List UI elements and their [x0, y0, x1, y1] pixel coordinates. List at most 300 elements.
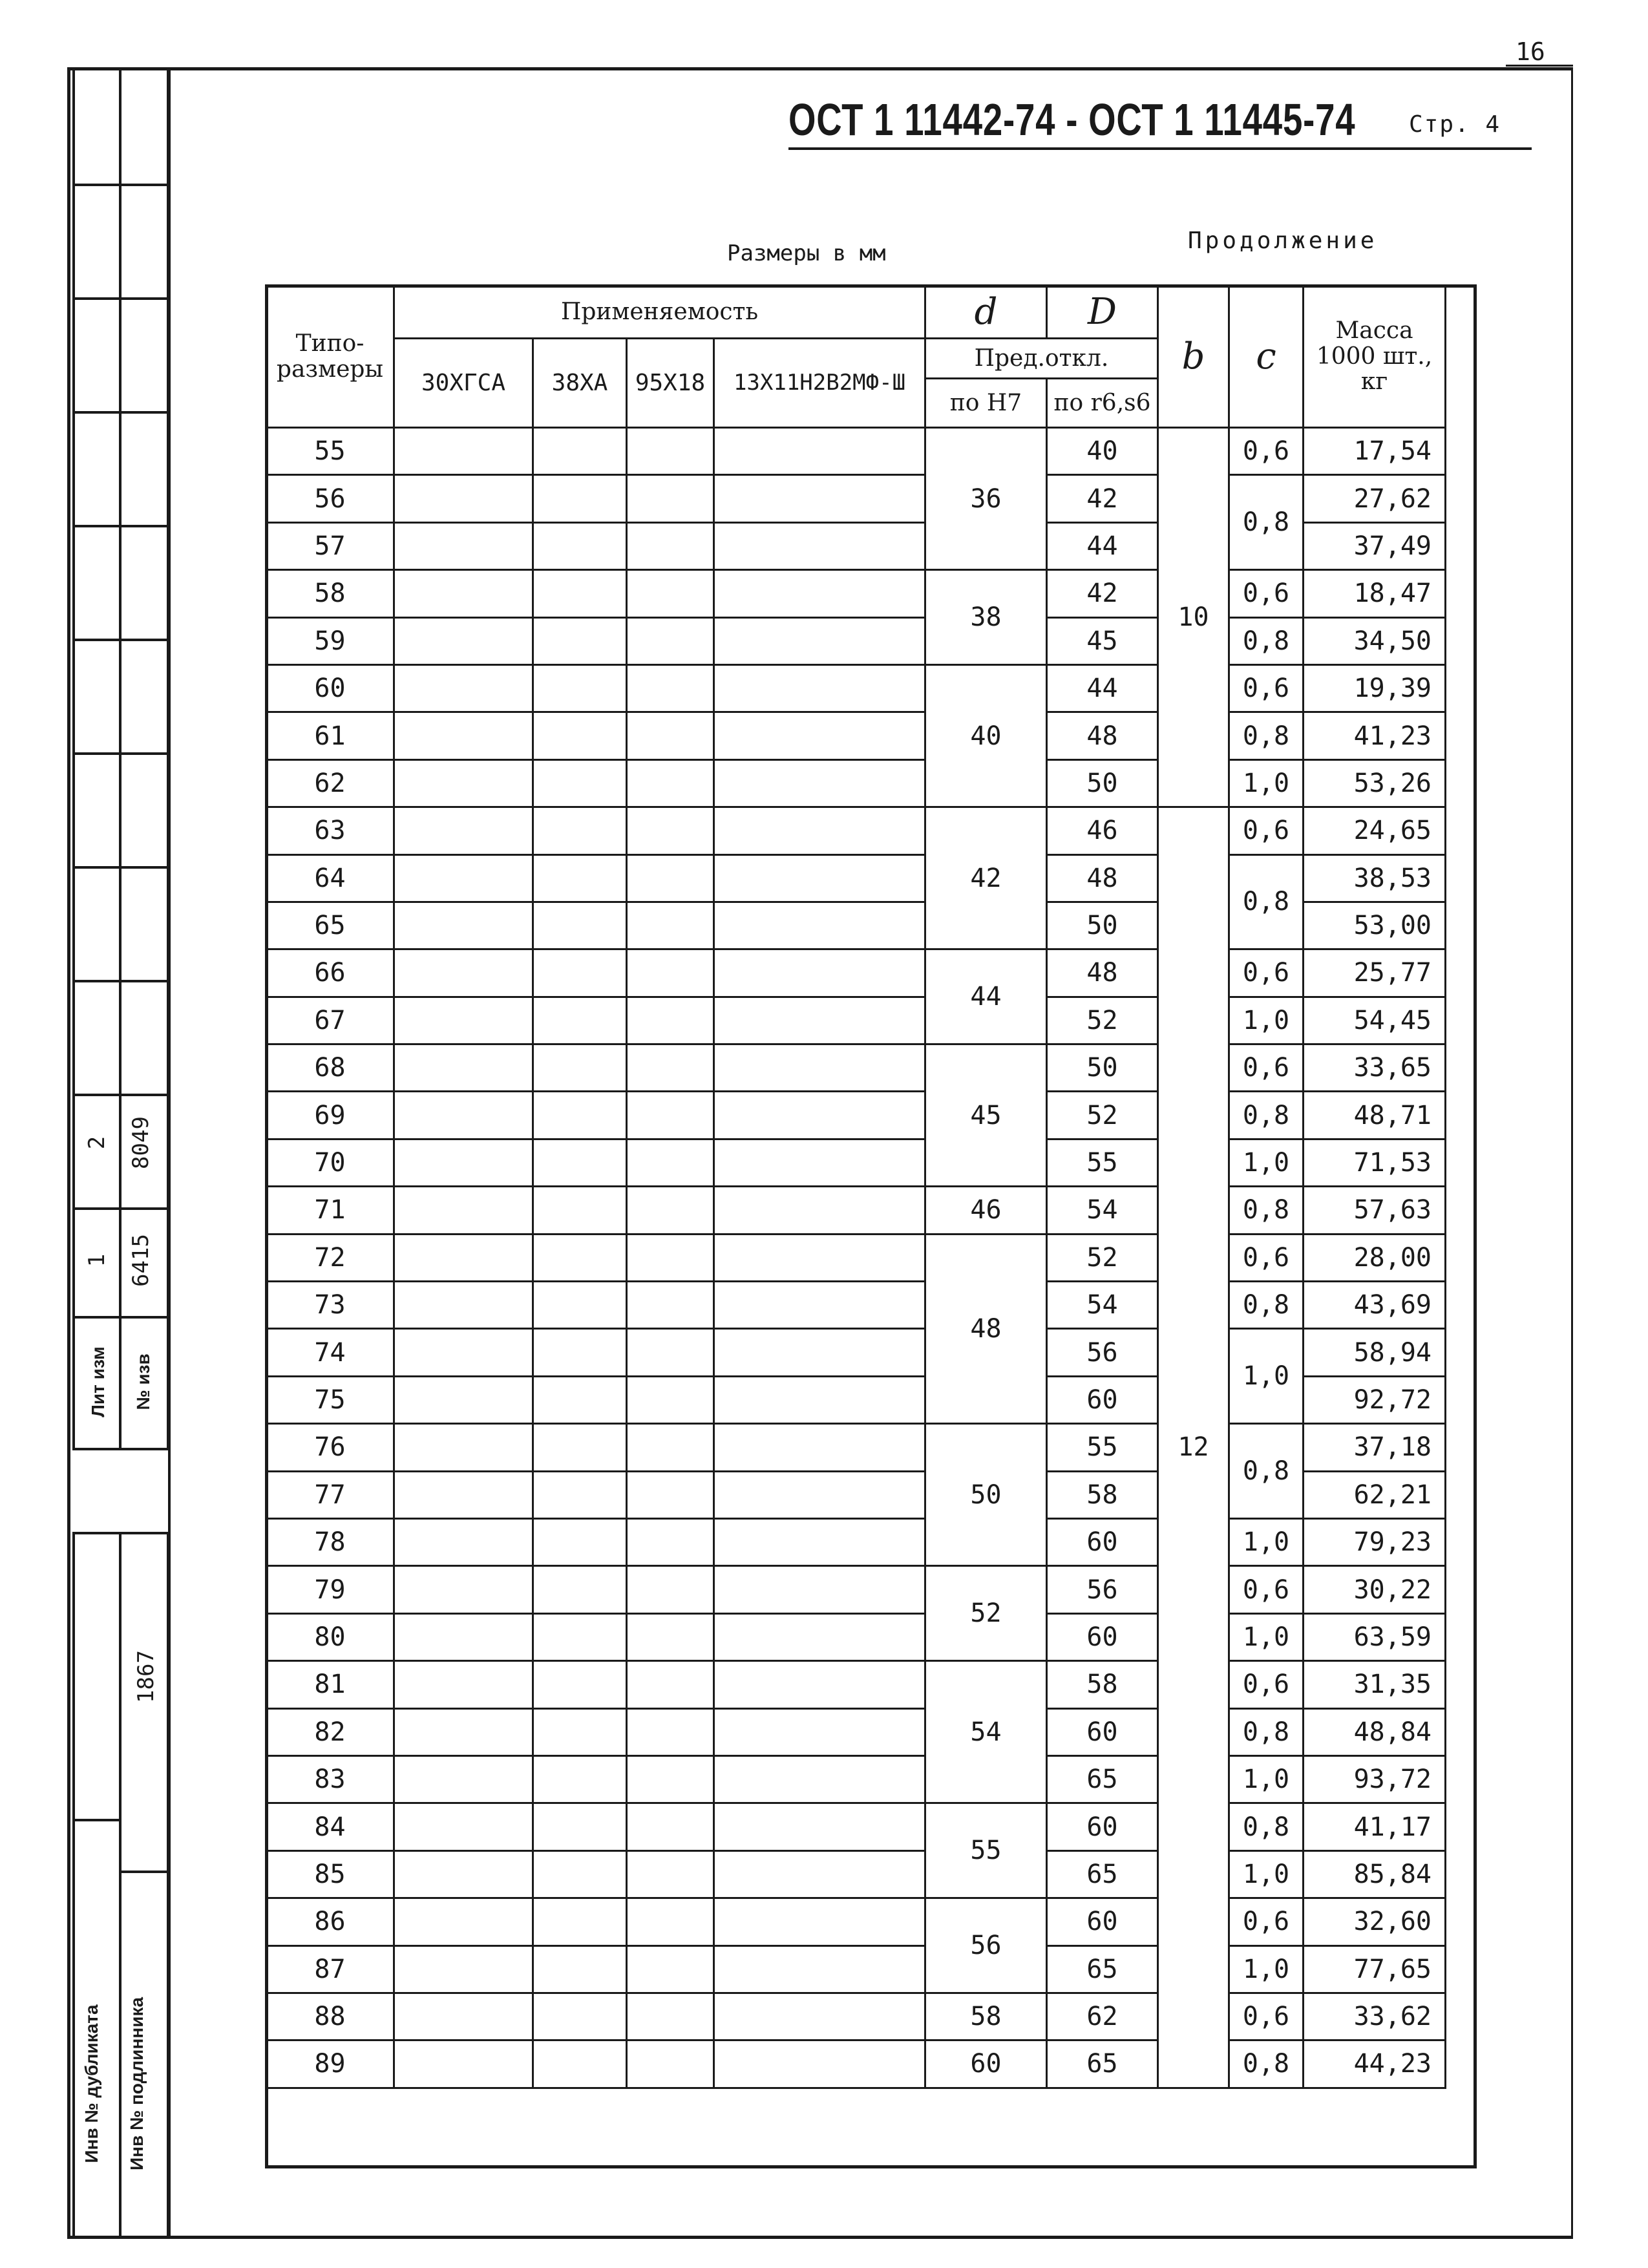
mass-cell: 77,65 — [1304, 1945, 1446, 1993]
applicability-cell — [714, 1187, 925, 1234]
mass-cell: 28,00 — [1304, 1234, 1446, 1281]
applicability-cell — [394, 1566, 533, 1613]
header-d: d — [925, 286, 1047, 339]
mass-cell: 41,23 — [1304, 712, 1446, 759]
inventory-original-label: Инв № подлинника — [127, 1997, 147, 2171]
applicability-cell — [627, 854, 714, 902]
c-cell: 0,6 — [1229, 1234, 1304, 1281]
D-cell: 40 — [1047, 428, 1158, 475]
applicability-cell — [533, 949, 627, 997]
D-cell: 48 — [1047, 854, 1158, 902]
applicability-cell — [627, 1613, 714, 1660]
mass-cell: 44,23 — [1304, 2040, 1446, 2088]
applicability-cell — [394, 664, 533, 712]
size-type-cell: 74 — [266, 1329, 394, 1376]
stamp-divider — [75, 411, 167, 414]
applicability-cell — [627, 902, 714, 949]
applicability-cell — [714, 1518, 925, 1565]
table-row — [266, 1518, 1446, 1565]
mass-cell: 57,63 — [1304, 1187, 1446, 1234]
lit-izm-label: Лит изм — [88, 1346, 108, 1417]
header-applicability: Применяемость — [394, 286, 925, 339]
applicability-cell — [394, 1471, 533, 1518]
D-cell: 48 — [1047, 712, 1158, 759]
continued-caption: Продолжение — [1188, 228, 1378, 254]
D-cell: 52 — [1047, 1234, 1158, 1281]
mass-cell: 27,62 — [1304, 475, 1446, 522]
table-row — [266, 1993, 1446, 2040]
size-type-cell: 57 — [266, 522, 394, 569]
table-row — [266, 664, 1446, 712]
c-cell: 0,8 — [1229, 1187, 1304, 1234]
c-cell: 0,8 — [1229, 1803, 1304, 1850]
applicability-cell — [714, 1661, 925, 1708]
applicability-cell — [394, 807, 533, 854]
applicability-cell — [533, 854, 627, 902]
mass-cell: 37,49 — [1304, 522, 1446, 569]
header-material-1: 30ХГСА — [394, 339, 533, 428]
c-cell: 0,8 — [1229, 1092, 1304, 1139]
d-cell: 56 — [925, 1898, 1047, 1993]
header-tolerance: Пред.откл. — [925, 339, 1158, 379]
table-row — [266, 1613, 1446, 1660]
stamp-divider — [75, 980, 167, 982]
mass-cell: 17,54 — [1304, 428, 1446, 475]
applicability-cell — [714, 1424, 925, 1471]
applicability-cell — [533, 1424, 627, 1471]
table-row — [266, 1139, 1446, 1186]
mass-cell: 62,21 — [1304, 1471, 1446, 1518]
applicability-cell — [394, 475, 533, 522]
applicability-cell — [627, 1139, 714, 1186]
table-row — [266, 1187, 1446, 1234]
c-cell: 1,0 — [1229, 1755, 1304, 1803]
applicability-cell — [627, 1850, 714, 1898]
stamp-divider — [75, 866, 167, 869]
c-cell: 0,8 — [1229, 854, 1304, 949]
D-cell: 46 — [1047, 807, 1158, 854]
header-mass: Масса 1000 шт., кг — [1304, 286, 1446, 428]
revision-stamp — [72, 67, 169, 1450]
c-cell: 0,6 — [1229, 949, 1304, 997]
size-type-cell: 63 — [266, 807, 394, 854]
table-row — [266, 1424, 1446, 1471]
D-cell: 58 — [1047, 1471, 1158, 1518]
size-type-cell: 59 — [266, 617, 394, 664]
applicability-cell — [627, 1803, 714, 1850]
applicability-cell — [394, 1850, 533, 1898]
revision-1-document: 6415 — [128, 1234, 154, 1287]
applicability-cell — [533, 902, 627, 949]
applicability-cell — [533, 428, 627, 475]
c-cell: 0,6 — [1229, 807, 1304, 854]
size-type-cell: 80 — [266, 1613, 394, 1660]
applicability-cell — [627, 1044, 714, 1092]
revision-2-number: 2 — [84, 1136, 110, 1150]
D-cell: 44 — [1047, 522, 1158, 569]
mass-cell: 43,69 — [1304, 1282, 1446, 1329]
page-number: 16 — [1516, 37, 1545, 66]
table-row — [266, 2040, 1446, 2088]
stamp-divider — [75, 297, 167, 300]
D-cell: 44 — [1047, 664, 1158, 712]
d-cell: 38 — [925, 570, 1047, 665]
mass-cell: 85,84 — [1304, 1850, 1446, 1898]
applicability-cell — [714, 570, 925, 617]
applicability-cell — [714, 1566, 925, 1613]
table-header — [266, 286, 1446, 428]
mass-cell: 33,65 — [1304, 1044, 1446, 1092]
applicability-cell — [627, 1945, 714, 1993]
applicability-cell — [394, 1044, 533, 1092]
applicability-cell — [627, 1993, 714, 2040]
applicability-cell — [714, 997, 925, 1044]
mass-cell: 24,65 — [1304, 807, 1446, 854]
applicability-cell — [394, 1092, 533, 1139]
applicability-cell — [714, 1092, 925, 1139]
D-cell: 65 — [1047, 2040, 1158, 2088]
applicability-cell — [533, 1566, 627, 1613]
mass-cell: 79,23 — [1304, 1518, 1446, 1565]
applicability-cell — [394, 1661, 533, 1708]
size-type-cell: 67 — [266, 997, 394, 1044]
table-row — [266, 1044, 1446, 1092]
applicability-cell — [394, 1993, 533, 2040]
d-cell: 40 — [925, 664, 1047, 807]
D-cell: 55 — [1047, 1424, 1158, 1471]
inventory-duplicate-label: Инв № дубликата — [81, 2004, 101, 2163]
size-type-cell: 79 — [266, 1566, 394, 1613]
stamp-divider — [75, 1316, 167, 1319]
revision-1-number: 1 — [84, 1253, 110, 1267]
size-type-cell: 84 — [266, 1803, 394, 1850]
size-type-cell: 58 — [266, 570, 394, 617]
size-type-cell: 72 — [266, 1234, 394, 1281]
table-body — [266, 428, 1446, 2088]
applicability-cell — [394, 1424, 533, 1471]
b-cell: 12 — [1158, 807, 1229, 2088]
applicability-cell — [394, 1329, 533, 1376]
c-cell: 0,8 — [1229, 617, 1304, 664]
applicability-cell — [714, 759, 925, 807]
mass-cell: 19,39 — [1304, 664, 1446, 712]
D-cell: 48 — [1047, 949, 1158, 997]
applicability-cell — [627, 1376, 714, 1423]
header-b: b — [1158, 286, 1229, 428]
applicability-cell — [714, 428, 925, 475]
c-cell: 0,6 — [1229, 664, 1304, 712]
applicability-cell — [714, 2040, 925, 2088]
applicability-cell — [627, 1566, 714, 1613]
mass-cell: 63,59 — [1304, 1613, 1446, 1660]
mass-cell: 93,72 — [1304, 1755, 1446, 1803]
d-cell: 58 — [925, 1993, 1047, 2040]
table-row — [266, 617, 1446, 664]
table-row — [266, 1850, 1446, 1898]
applicability-cell — [394, 1945, 533, 1993]
table-row — [266, 1898, 1446, 1945]
size-type-cell: 86 — [266, 1898, 394, 1945]
mass-cell: 48,71 — [1304, 1092, 1446, 1139]
applicability-cell — [627, 997, 714, 1044]
applicability-cell — [714, 807, 925, 854]
mass-cell: 18,47 — [1304, 570, 1446, 617]
d-cell: 46 — [925, 1187, 1047, 1234]
c-cell: 0,8 — [1229, 475, 1304, 570]
applicability-cell — [533, 759, 627, 807]
d-cell: 44 — [925, 949, 1047, 1044]
applicability-cell — [533, 522, 627, 569]
applicability-cell — [627, 1471, 714, 1518]
size-type-cell: 77 — [266, 1471, 394, 1518]
applicability-cell — [627, 1329, 714, 1376]
applicability-cell — [714, 1803, 925, 1850]
size-type-cell: 75 — [266, 1376, 394, 1423]
applicability-cell — [533, 1708, 627, 1755]
applicability-cell — [394, 997, 533, 1044]
D-cell: 65 — [1047, 1945, 1158, 1993]
applicability-cell — [533, 807, 627, 854]
applicability-cell — [533, 712, 627, 759]
applicability-cell — [533, 617, 627, 664]
stamp-divider — [75, 639, 167, 641]
d-cell: 52 — [925, 1566, 1047, 1661]
applicability-cell — [627, 1187, 714, 1234]
D-cell: 56 — [1047, 1566, 1158, 1613]
applicability-cell — [533, 1755, 627, 1803]
applicability-cell — [627, 570, 714, 617]
c-cell: 0,6 — [1229, 1566, 1304, 1613]
d-cell: 45 — [925, 1044, 1047, 1187]
c-cell: 1,0 — [1229, 1945, 1304, 1993]
applicability-cell — [394, 617, 533, 664]
D-cell: 60 — [1047, 1898, 1158, 1945]
applicability-cell — [714, 1850, 925, 1898]
size-type-cell: 73 — [266, 1282, 394, 1329]
applicability-cell — [714, 1993, 925, 2040]
D-cell: 60 — [1047, 1613, 1158, 1660]
c-cell: 0,8 — [1229, 2040, 1304, 2088]
mass-cell: 34,50 — [1304, 617, 1446, 664]
dimensions-table — [265, 284, 1446, 2089]
applicability-cell — [533, 1518, 627, 1565]
applicability-cell — [714, 854, 925, 902]
applicability-cell — [714, 1139, 925, 1186]
table-row — [266, 997, 1446, 1044]
mass-cell: 53,26 — [1304, 759, 1446, 807]
applicability-cell — [714, 1755, 925, 1803]
D-cell: 58 — [1047, 1661, 1158, 1708]
size-type-cell: 61 — [266, 712, 394, 759]
applicability-cell — [394, 1613, 533, 1660]
document-title: ОСТ 1 11442-74 - ОСТ 1 11445-74 — [788, 94, 1356, 145]
mass-cell: 32,60 — [1304, 1898, 1446, 1945]
applicability-cell — [394, 1803, 533, 1850]
applicability-cell — [394, 1708, 533, 1755]
applicability-cell — [533, 1234, 627, 1281]
d-cell: 54 — [925, 1661, 1047, 1803]
size-type-cell: 71 — [266, 1187, 394, 1234]
c-cell: 0,8 — [1229, 712, 1304, 759]
D-cell: 65 — [1047, 1850, 1158, 1898]
stamp-divider — [119, 1871, 167, 1873]
stamp-divider — [119, 1534, 121, 2236]
D-cell: 50 — [1047, 759, 1158, 807]
c-cell: 0,6 — [1229, 1993, 1304, 2040]
applicability-cell — [533, 570, 627, 617]
d-cell: 42 — [925, 807, 1047, 949]
D-cell: 42 — [1047, 570, 1158, 617]
D-cell: 60 — [1047, 1376, 1158, 1423]
c-cell: 0,8 — [1229, 1708, 1304, 1755]
stamp-divider — [75, 184, 167, 186]
applicability-cell — [714, 1044, 925, 1092]
size-type-cell: 82 — [266, 1708, 394, 1755]
header-D: D — [1047, 286, 1158, 339]
c-cell: 0,8 — [1229, 1282, 1304, 1329]
size-type-cell: 78 — [266, 1518, 394, 1565]
applicability-cell — [627, 712, 714, 759]
table-row — [266, 1945, 1446, 1993]
size-type-cell: 87 — [266, 1945, 394, 1993]
applicability-cell — [533, 1139, 627, 1186]
c-cell: 0,6 — [1229, 1661, 1304, 1708]
header-D-tolerance: по r6,s6 — [1047, 379, 1158, 428]
applicability-cell — [627, 1518, 714, 1565]
table-row — [266, 712, 1446, 759]
applicability-cell — [627, 428, 714, 475]
applicability-cell — [394, 522, 533, 569]
D-cell: 65 — [1047, 1755, 1158, 1803]
D-cell: 52 — [1047, 1092, 1158, 1139]
applicability-cell — [627, 949, 714, 997]
applicability-cell — [394, 2040, 533, 2088]
applicability-cell — [714, 475, 925, 522]
table-row — [266, 807, 1446, 854]
header-material-2: 38ХА — [533, 339, 627, 428]
size-type-cell: 85 — [266, 1850, 394, 1898]
inventory-stamp — [72, 1532, 169, 2239]
size-type-cell: 88 — [266, 1993, 394, 2040]
applicability-cell — [394, 1898, 533, 1945]
stamp-divider — [75, 752, 167, 755]
size-type-cell: 69 — [266, 1092, 394, 1139]
applicability-cell — [627, 1092, 714, 1139]
applicability-cell — [627, 475, 714, 522]
D-cell: 55 — [1047, 1139, 1158, 1186]
table-row — [266, 1329, 1446, 1376]
table-row — [266, 1092, 1446, 1139]
applicability-cell — [394, 759, 533, 807]
applicability-cell — [533, 1329, 627, 1376]
D-cell: 60 — [1047, 1803, 1158, 1850]
size-type-cell: 62 — [266, 759, 394, 807]
size-type-cell: 76 — [266, 1424, 394, 1471]
c-cell: 0,8 — [1229, 1424, 1304, 1519]
D-cell: 60 — [1047, 1518, 1158, 1565]
d-cell: 50 — [925, 1424, 1047, 1566]
stamp-divider — [119, 70, 121, 1448]
D-cell: 42 — [1047, 475, 1158, 522]
revision-2-document: 8049 — [128, 1116, 154, 1169]
applicability-cell — [533, 1993, 627, 2040]
D-cell: 52 — [1047, 997, 1158, 1044]
title-underline — [788, 147, 1532, 150]
size-type-cell: 65 — [266, 902, 394, 949]
applicability-cell — [533, 1187, 627, 1234]
header-size-type: Типо-размеры — [266, 286, 394, 428]
size-type-cell: 68 — [266, 1044, 394, 1092]
table-row — [266, 1282, 1446, 1329]
size-type-cell: 64 — [266, 854, 394, 902]
mass-cell: 38,53 — [1304, 854, 1446, 902]
applicability-cell — [394, 854, 533, 902]
applicability-cell — [627, 807, 714, 854]
applicability-cell — [394, 1518, 533, 1565]
applicability-cell — [533, 1945, 627, 1993]
applicability-cell — [533, 1282, 627, 1329]
applicability-cell — [627, 664, 714, 712]
stamp-divider — [75, 1207, 167, 1210]
D-cell: 60 — [1047, 1708, 1158, 1755]
table-row — [266, 1803, 1446, 1850]
applicability-cell — [714, 1945, 925, 1993]
applicability-cell — [533, 2040, 627, 2088]
applicability-cell — [533, 1471, 627, 1518]
size-type-cell: 89 — [266, 2040, 394, 2088]
table-row — [266, 1234, 1446, 1281]
applicability-cell — [533, 997, 627, 1044]
applicability-cell — [627, 759, 714, 807]
c-cell: 1,0 — [1229, 1518, 1304, 1565]
size-type-cell: 83 — [266, 1755, 394, 1803]
size-type-cell: 70 — [266, 1139, 394, 1186]
D-cell: 50 — [1047, 1044, 1158, 1092]
table-row — [266, 1708, 1446, 1755]
size-type-cell: 56 — [266, 475, 394, 522]
mass-cell: 58,94 — [1304, 1329, 1446, 1376]
applicability-cell — [394, 1139, 533, 1186]
applicability-cell — [714, 1234, 925, 1281]
units-caption: Размеры в мм — [727, 240, 886, 266]
applicability-cell — [714, 949, 925, 997]
d-cell: 55 — [925, 1803, 1047, 1898]
table-row — [266, 759, 1446, 807]
applicability-cell — [394, 1282, 533, 1329]
mass-cell: 33,62 — [1304, 1993, 1446, 2040]
mass-cell: 31,35 — [1304, 1661, 1446, 1708]
applicability-cell — [533, 664, 627, 712]
applicability-cell — [627, 522, 714, 569]
b-cell: 10 — [1158, 428, 1229, 807]
applicability-cell — [714, 1898, 925, 1945]
mass-cell: 48,84 — [1304, 1708, 1446, 1755]
applicability-cell — [714, 902, 925, 949]
applicability-cell — [394, 902, 533, 949]
applicability-cell — [394, 1376, 533, 1423]
header-d-tolerance: по Н7 — [925, 379, 1047, 428]
c-cell: 0,6 — [1229, 570, 1304, 617]
c-cell: 1,0 — [1229, 1139, 1304, 1186]
applicability-cell — [627, 1424, 714, 1471]
applicability-cell — [394, 712, 533, 759]
applicability-cell — [714, 1282, 925, 1329]
c-cell: 1,0 — [1229, 1850, 1304, 1898]
applicability-cell — [714, 522, 925, 569]
table-row — [266, 1661, 1446, 1708]
D-cell: 50 — [1047, 902, 1158, 949]
applicability-cell — [627, 2040, 714, 2088]
